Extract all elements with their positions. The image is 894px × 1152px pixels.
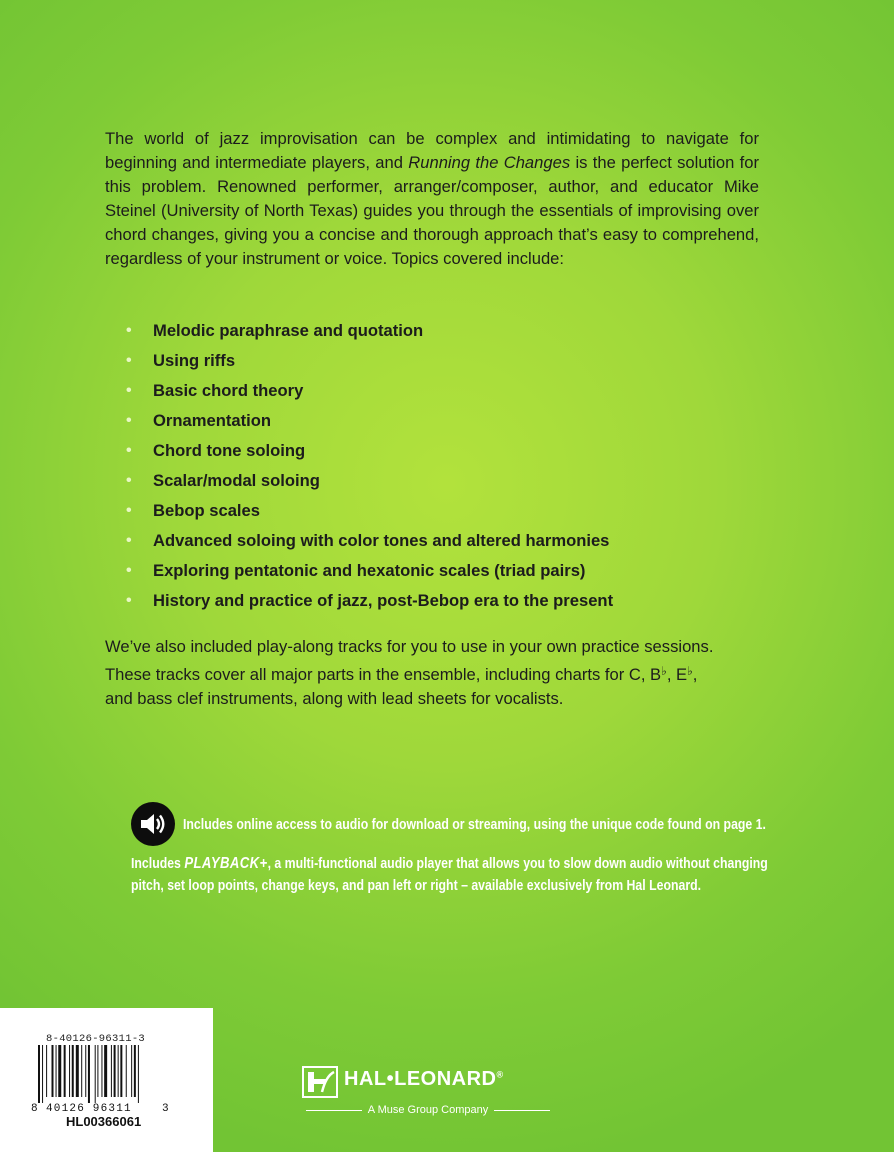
topic-item: • Advanced soloing with color tones and altered harmonies: [126, 526, 613, 556]
playback-line-1-rest: , a multi-functional audio player that allows you to slow down audio without changing: [267, 855, 768, 872]
barcode-bar: [95, 1045, 96, 1103]
barcode-bar: [120, 1045, 122, 1097]
barcode-panel: [0, 1008, 213, 1152]
playback-line-1: [131, 853, 768, 875]
online-audio-notice: [131, 802, 894, 846]
barcode-bar: [88, 1045, 90, 1103]
barcode-bar: [56, 1045, 57, 1097]
barcode-bar: [76, 1045, 79, 1097]
barcode-bar: [126, 1045, 127, 1097]
tagline-rule-right: [494, 1110, 550, 1111]
topic-item: • Scalar/modal soloing: [126, 466, 613, 496]
barcode-left-digit: 8: [31, 1103, 38, 1115]
barcode-mid-digits: 40126 96311: [46, 1103, 132, 1115]
barcode-bar: [114, 1045, 116, 1097]
online-access-text: Includes online access to audio for download or streaming, using the unique code found on page 1.: [183, 815, 766, 833]
barcode-image: [31, 1045, 170, 1115]
flat-sign: ♭: [661, 664, 667, 678]
intro-text-start: The world of jazz improvisation can be complex and intimidating to navigate for beginning and intermediate players, and: [105, 129, 759, 172]
intro-text-end: is the perfect solution for this problem. Renowned performer, arranger/composer, author, and educator Mike Steinel (University of North Texas) guides you through the essentials of improvising over chord changes, giving you a concise and thorough approach that’s easy to comprehend, regardless of your instrument or voice. Topics covered include:: [105, 153, 759, 268]
topic-item: • History and practice of jazz, post-Bebop era to the present: [126, 586, 613, 616]
topic-item: • Chord tone soloing: [126, 436, 613, 466]
playback-notice: [131, 853, 871, 897]
product-sku: HL00366061: [66, 1114, 142, 1129]
publisher-name-text: HAL•LEONARD: [344, 1068, 497, 1090]
book-title: Running the Changes: [408, 153, 571, 172]
outro-line-2-text: These tracks cover all major parts in the ensemble, including charts for C, B: [105, 665, 662, 684]
barcode-bar: [134, 1045, 136, 1097]
topic-item: • Bebop scales: [126, 496, 613, 526]
playback-line-2: pitch, set loop points, change keys, and pan left or right – available exclusively from Hal Leonard.: [131, 877, 702, 894]
barcode-bar: [118, 1045, 119, 1097]
barcode-bar: [111, 1045, 112, 1097]
barcode-bar: [131, 1045, 132, 1097]
barcode-bar: [38, 1045, 40, 1103]
topic-item: • Exploring pentatonic and hexatonic scales (triad pairs): [126, 556, 613, 586]
topic-item: • Using riffs: [126, 346, 613, 376]
barcode-bar: [72, 1045, 74, 1097]
intro-paragraph: [105, 127, 759, 271]
flat-sign: ♭: [687, 664, 693, 678]
tagline-rule-left: [306, 1110, 362, 1111]
barcode-bar: [138, 1045, 139, 1103]
barcode-bar: [69, 1045, 70, 1097]
publisher-name: [344, 1068, 504, 1091]
barcode-top-number: 8-40126-96311-3: [46, 1033, 146, 1045]
topic-item: • Ornamentation: [126, 406, 613, 436]
barcode-bar: [64, 1045, 66, 1097]
outro-line-1: We’ve also included play-along tracks for you to use in your own practice sessions.: [105, 637, 714, 656]
topic-item: • Melodic paraphrase and quotation: [126, 316, 613, 346]
barcode-bar: [52, 1045, 54, 1097]
barcode-bar: [101, 1045, 102, 1097]
barcode-right-digit: 3: [162, 1103, 169, 1115]
registered-mark: ®: [496, 1069, 504, 1080]
outro-paragraph: [105, 635, 785, 711]
barcode-bar: [104, 1045, 107, 1097]
barcode-bar: [97, 1045, 98, 1097]
barcode-bar: [42, 1045, 43, 1103]
tagline-text: A Muse Group Company: [367, 1104, 489, 1116]
outro-line-2-end: ,: [692, 665, 698, 684]
barcode-bar: [46, 1045, 47, 1097]
barcode-bar: [58, 1045, 61, 1097]
speaker-icon: [131, 802, 175, 846]
publisher-tagline: [306, 1104, 550, 1116]
topic-item: • Basic chord theory: [126, 376, 613, 406]
topics-list: [126, 316, 613, 616]
playback-brand: PLAYBACK+: [184, 855, 268, 872]
outro-line-2: [105, 659, 785, 687]
outro-line-3: and bass clef instruments, along with lead sheets for vocalists.: [105, 689, 564, 708]
playback-prefix: Includes: [131, 855, 181, 872]
barcode-bar: [85, 1045, 86, 1097]
outro-separator: , E: [666, 665, 688, 684]
hal-leonard-logo-icon: [302, 1066, 338, 1098]
barcode-bar: [81, 1045, 82, 1097]
